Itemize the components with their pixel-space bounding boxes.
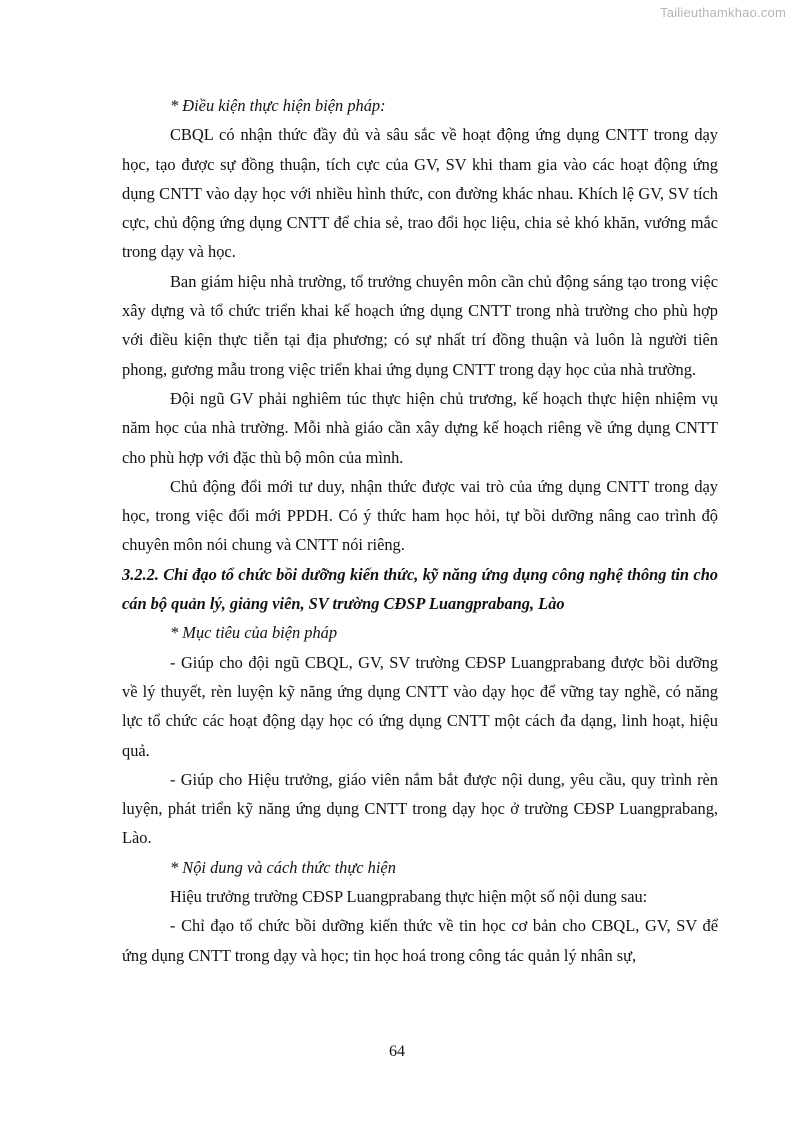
watermark: Tailieuthamkhao.com — [660, 5, 786, 20]
body-paragraph: Ban giám hiệu nhà trường, tổ trưởng chuyên môn cần chủ động sáng tạo trong việc xây dựng và tổ chức triển khai kế hoạch ứng dụng CNTT trong nhà trường cho phù hợp với điều kiện thực tiễn tại địa phương; có sự nhất trí đồng thuận và luôn là người tiên phong, gương mẫu trong việc triển khai ứng dụng CNTT trong dạy học của nhà trường. — [122, 271, 718, 379]
body-paragraph: - Giúp cho Hiệu trưởng, giáo viên nắm bắt được nội dung, yêu cầu, quy trình rèn luyện, phát triển kỹ năng ứng dụng CNTT trong dạy học ở trường CĐSP Luangprabang, Lào. — [122, 769, 718, 848]
body-paragraph: Đội ngũ GV phải nghiêm túc thực hiện chủ trương, kế hoạch thực hiện nhiệm vụ năm học của nhà trường. Mỗi nhà giáo cần xây dựng kế hoạch riêng về ứng dụng CNTT cho phù hợp với đặc thù bộ môn của mình. — [122, 388, 718, 467]
section-heading: 3.2.2. Chỉ đạo tổ chức bồi dưỡng kiến thức, kỹ năng ứng dụng công nghệ thông tin cho cán bộ quản lý, giảng viên, SV trường CĐSP Luangprabang, Lào — [122, 564, 718, 614]
body-paragraph: - Chỉ đạo tổ chức bồi dưỡng kiến thức về tin học cơ bản cho CBQL, GV, SV để ứng dụng CNTT trong dạy và học; tin học hoá trong công tác quản lý nhân sự, — [122, 916, 718, 965]
body-paragraph: - Giúp cho đội ngũ CBQL, GV, SV trường CĐSP Luangprabang được bồi dưỡng về lý thuyết, rèn luyện kỹ năng ứng dụng CNTT vào dạy học để vững tay nghề, có năng lực tổ chức các hoạt động dạy học có ứng dụng CNTT một cách đa dạng, linh hoạt, hiệu quả. — [122, 652, 718, 760]
body-paragraph: Chủ động đổi mới tư duy, nhận thức được vai trò của ứng dụng CNTT trong dạy học, trong việc đổi mới PPDH. Có ý thức ham học hỏi, tự bồi dưỡng nâng cao trình độ chuyên môn nói chung và CNTT nói riêng. — [122, 476, 718, 555]
body-paragraph: CBQL có nhận thức đầy đủ và sâu sắc về hoạt động ứng dụng CNTT trong dạy học, tạo được sự đồng thuận, tích cực của GV, SV khi tham gia vào các hoạt động ứng dụng CNTT vào dạy học với nhiều hình thức, con đường khác nhau. Khích lệ GV, SV tích cực, chủ động ứng dụng CNTT để chia sẻ, trao đổi học liệu, chia sẻ khó khăn, vướng mắc trong dạy và học. — [122, 125, 718, 262]
page-number: 64 — [389, 1043, 405, 1060]
goal-subheading: * Mục tiêu của biện pháp — [170, 623, 338, 643]
body-paragraph: Hiệu trưởng trường CĐSP Luangprabang thực hiện một số nội dung sau: — [170, 887, 648, 907]
condition-subheading: * Điều kiện thực hiện biện pháp: — [170, 96, 386, 115]
page-body — [122, 91, 718, 970]
content-subheading: * Nội dung và cách thức thực hiện — [170, 857, 396, 877]
